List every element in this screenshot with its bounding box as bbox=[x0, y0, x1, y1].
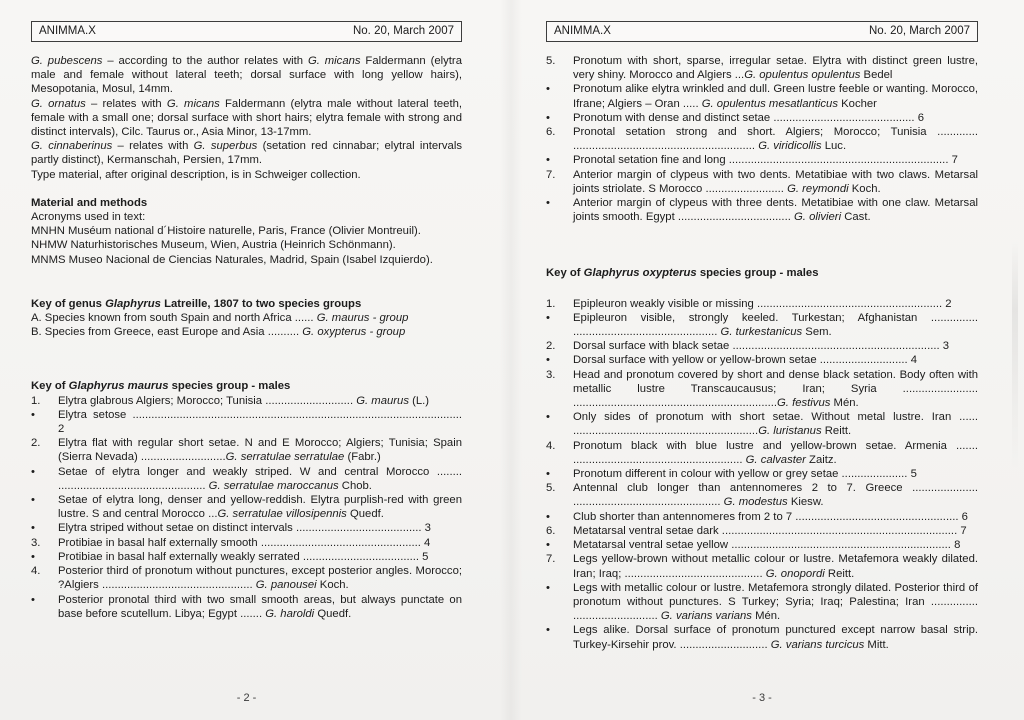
key-item bbox=[31, 564, 462, 592]
key-item bbox=[546, 510, 978, 524]
key-item-text: Club shorter than antennomeres from 2 to 7 .................................................... 6 bbox=[573, 510, 968, 523]
key-item bbox=[31, 394, 462, 408]
key-item-marker: • bbox=[546, 111, 550, 124]
text-segment: G. modestus bbox=[723, 496, 788, 509]
key-item bbox=[546, 410, 978, 438]
text-segment: G. opulentus opulentus bbox=[744, 69, 861, 82]
key-item-text: Pronotum with short, sparse, irregular setae. Elytra with distinct green lustre, very shiny. Morocco and Algiers ...G. opulentus opulentus Bedel bbox=[573, 55, 978, 82]
key-item-marker: 3. bbox=[31, 536, 41, 549]
issue-label: No. 20, March 2007 bbox=[352, 25, 454, 37]
paragraph: B. Species from Greece, east Europe and Asia .......... G. oxypterus - group bbox=[31, 326, 406, 339]
text-segment: G. serratulae villosipennis bbox=[217, 508, 347, 521]
key-item-text: Pronotum with dense and distinct setae ............................................. 6 bbox=[573, 111, 924, 124]
key-item-text: Anterior margin of clypeus with three dents. Metatibiae with one claw. Metarsal joints smooth. Egypt .................................... G. olivieri Cast. bbox=[573, 197, 978, 224]
key-item-text: Dorsal surface with yellow or yellow-brown setae ............................ 4 bbox=[573, 354, 918, 367]
paragraph: Type material, after original description, is in Schweiger collection. bbox=[31, 168, 361, 181]
vertical-gap bbox=[31, 182, 462, 196]
key-item-marker: • bbox=[546, 539, 550, 552]
text-segment: G. panousei bbox=[255, 579, 317, 592]
key-item-marker: • bbox=[546, 354, 550, 367]
text-segment: G. serratulae maroccanus bbox=[208, 479, 339, 492]
text-segment: G. opulentus mesatlanticus bbox=[701, 97, 838, 110]
key-item-marker: 2. bbox=[546, 340, 556, 353]
key-item bbox=[546, 297, 978, 311]
key-item-text: Metatarsal ventral setae yellow ...................................................................... 8 bbox=[573, 539, 961, 552]
key-item bbox=[546, 538, 978, 552]
key-item-text: Elytra striped without setae on distinct intervals ........................................ 3 bbox=[58, 522, 431, 535]
key-item bbox=[546, 54, 978, 82]
paragraph: G. ornatus – relates with G. micans Faldermann (elytra male without lateral teeth, female with a small one; dorsal surface with short hairs; elytra female with strong and distinct intervals), Cilc. Taurus or., Asia Minor, 13-17mm. bbox=[31, 97, 463, 139]
vertical-gap bbox=[31, 339, 462, 379]
key-item-marker: • bbox=[31, 593, 35, 606]
key-item-marker: • bbox=[546, 581, 550, 594]
key-item-marker: • bbox=[546, 197, 550, 210]
key-item-text: Legs alike. Dorsal surface of pronotum punctured except narrow basal strip. Turkey-Kirsehir prov. ............................ G. varians turcicus Mitt. bbox=[573, 624, 978, 651]
key-item bbox=[31, 536, 462, 550]
key-item bbox=[546, 368, 978, 411]
key-item bbox=[546, 311, 978, 339]
key-item-marker: 1. bbox=[31, 394, 41, 407]
key-item-text: Head and pronotum covered by short and dense black setation. Body often with metallic lustre Transcaucausus; Iran; Syria ........................ .................................................................G. festivus Mén. bbox=[573, 368, 978, 410]
key-item bbox=[31, 465, 462, 493]
key-item-marker: • bbox=[31, 494, 35, 507]
key-item-marker: • bbox=[546, 510, 550, 523]
paragraph: A. Species known from south Spain and north Africa ...... G. maurus - group bbox=[31, 312, 409, 325]
text-segment: G. festivus bbox=[777, 397, 831, 410]
text-segment: G. oxypterus - group bbox=[302, 326, 406, 339]
text-segment: G. micans bbox=[166, 97, 220, 110]
text-segment: G. micans bbox=[307, 55, 361, 67]
key-item-text: Epipleuron visible, strongly keeled. Turkestan; Afghanistan ............... .............................................. G. turkestanicus Sem. bbox=[573, 311, 978, 339]
key-item-marker: 4. bbox=[546, 439, 556, 452]
key-item-marker: 6. bbox=[546, 126, 556, 139]
text-segment: G. haroldi bbox=[265, 607, 315, 620]
vertical-gap bbox=[31, 267, 462, 297]
text-segment: Glaphyrus bbox=[105, 297, 161, 310]
key-item bbox=[546, 82, 978, 110]
key-item-marker: 2. bbox=[31, 437, 41, 450]
paragraph: G. pubescens – according to the author relates with G. micans Faldermann (elytra male and female without lateral teeth; dorsal surface with long yellow hairs), Mesopotania, Mosul, 14mm. bbox=[31, 55, 462, 96]
text-segment: Glaphyrus oxypterus bbox=[583, 267, 697, 280]
key-item-text: Epipleuron weakly visible or missing ........................................................... 2 bbox=[573, 297, 952, 310]
issue-label: No. 20, March 2007 bbox=[868, 25, 970, 37]
text-segment: G. calvaster bbox=[745, 453, 806, 466]
key-item-marker: 3. bbox=[546, 368, 556, 381]
key-item-text: Metatarsal ventral setae dark ........................................................................... 7 bbox=[573, 524, 967, 537]
key-item bbox=[546, 581, 978, 624]
key-item bbox=[546, 168, 978, 196]
text-segment: G. luristanus bbox=[758, 425, 822, 438]
text-segment: Glaphyrus maurus bbox=[68, 380, 169, 393]
key-item bbox=[546, 467, 978, 481]
key-item-text: Elytra glabrous Algiers; Morocco; Tunisia ............................ G. maurus (L.) bbox=[58, 394, 430, 407]
key-item-marker: 7. bbox=[546, 553, 556, 566]
key-item bbox=[31, 593, 462, 621]
text-segment: G. superbus bbox=[193, 140, 258, 153]
text-segment: G. pubescens bbox=[31, 55, 103, 67]
paragraph: NHMW Naturhistorisches Museum, Wien, Austria (Heinrich Schönmann). bbox=[31, 239, 396, 252]
journal-title: ANIMMA.X bbox=[39, 25, 96, 37]
key-item bbox=[31, 436, 462, 464]
key-item-marker: 5. bbox=[546, 55, 556, 67]
key-item-text: Pronotal setation strong and short. Algiers; Morocco; Tunisia ............. .......................................................... G. viridicollis Luc. bbox=[573, 126, 978, 153]
page-header bbox=[546, 21, 978, 42]
key-item bbox=[546, 339, 978, 353]
text-segment: G. viridicollis bbox=[758, 140, 822, 153]
text-segment: G. varians turcicus bbox=[770, 638, 865, 651]
section-heading: Key of genus Glaphyrus Latreille, 1807 to two species groups bbox=[31, 297, 362, 310]
key-item-text: Protibiae in basal half externally weakly serrated ..................................... 5 bbox=[58, 550, 429, 563]
text-segment: G. serratulae serratulae bbox=[225, 451, 345, 464]
key-item-text: Legs with metallic colour or lustre. Metafemora strongly dilated. Posterior third of pronotum without punctures. S Turkey; Syria; Iraq; Palestina; Iran ............... ........................... G. varians varians Mén. bbox=[573, 581, 978, 623]
vertical-gap bbox=[546, 224, 978, 266]
section-heading: Material and methods bbox=[31, 196, 148, 209]
section-heading: Key of Glaphyrus oxypterus species group - males bbox=[546, 267, 819, 280]
key-item-marker: • bbox=[546, 411, 550, 424]
key-item-text: Pronotum different in colour with yellow or grey setae ..................... 5 bbox=[573, 468, 917, 481]
key-item-marker: • bbox=[546, 154, 550, 167]
key-item-text: Pronotal setation fine and long ...................................................................... 7 bbox=[573, 154, 958, 167]
key-item bbox=[31, 550, 462, 564]
key-item-marker: • bbox=[546, 311, 550, 324]
paragraph: G. cinnaberinus – relates with G. superbus (setation red cinnabar; elytral intervals partly distinct), Kermanschah, Persien, 17mm. bbox=[31, 140, 462, 167]
key-item-text: Pronotum alike elytra wrinkled and dull. Green lustre feeble or wanting. Morocco, Ifrane; Algiers – Oran ..... G. opulentus mesatlanticus Kocher bbox=[573, 83, 978, 110]
section-heading: Key of Glaphyrus maurus species group - males bbox=[31, 380, 291, 393]
key-item-text: Legs yellow-brown without metallic colour or lustre. Metafemora weakly dilated. Iran; Iraq; ............................................ G. onopordi Reitt. bbox=[573, 553, 978, 580]
page-right bbox=[512, 0, 1024, 720]
key-item-text: Posterior pronotal third with two small smooth areas, but always punctate on base before scutellum. Libya; Egypt ....... G. haroldi Quedf. bbox=[58, 593, 462, 620]
key-item bbox=[546, 353, 978, 367]
key-item-text: Anterior margin of clypeus with two dents. Metatibiae with two claws. Metarsal joints striolate. S Morocco ......................... G. reymondi Koch. bbox=[573, 168, 978, 195]
key-item bbox=[546, 111, 978, 125]
key-item-text: Setae of elytra long, denser and yellow-reddish. Elytra purplish-red with green lustre. S and central Morocco ...G. serratulae villosipennis Quedf. bbox=[58, 494, 462, 521]
vertical-gap bbox=[546, 281, 978, 297]
key-item bbox=[546, 552, 978, 580]
key-item-text: Posterior third of pronotum without punctures, except posterior angles. Morocco; ?Algiers ................................................ G. panousei Koch. bbox=[58, 565, 462, 592]
page-content bbox=[546, 42, 978, 652]
key-item-marker: 4. bbox=[31, 565, 41, 578]
key-item bbox=[546, 439, 978, 467]
text-segment: G. ornatus bbox=[31, 97, 86, 110]
key-item bbox=[31, 493, 462, 521]
key-item-marker: • bbox=[546, 83, 550, 96]
key-item-marker: 1. bbox=[546, 297, 556, 310]
page-header bbox=[31, 21, 462, 42]
key-item bbox=[546, 481, 978, 509]
text-segment: G. olivieri bbox=[794, 211, 842, 224]
key-item-text: Elytra setose ......................................................................................................... 2 bbox=[58, 408, 462, 436]
page-number: - 3 - bbox=[752, 692, 772, 704]
key-item-text: Pronotum black with blue lustre and yellow-brown setae. Armenia ....... ...................................................... G. calvaster Zaitz. bbox=[573, 439, 978, 466]
key-item-marker: • bbox=[31, 522, 35, 535]
key-item-text: Antennal club longer than antennomeres 2 to 7. Greece ..................... ............................................... G. modestus Kiesw. bbox=[573, 482, 978, 509]
paragraph: MNHN Muséum national d´Histoire naturelle, Paris, France (Olivier Montreuil). bbox=[31, 225, 421, 238]
key-item-text: Protibiae in basal half externally smooth ................................................... 4 bbox=[58, 536, 431, 549]
key-item-marker: • bbox=[31, 408, 35, 421]
key-item bbox=[546, 623, 978, 651]
key-item-marker: • bbox=[546, 468, 550, 481]
key-item bbox=[546, 125, 978, 153]
key-item-marker: 5. bbox=[546, 482, 556, 495]
key-item-text: Elytra flat with regular short setae. N and E Morocco; Algiers; Tunisia; Spain (Sierra Nevada) ...........................G. serratulae serratulae (Fabr.) bbox=[58, 437, 462, 464]
page-content bbox=[31, 42, 462, 621]
text-segment: G. varians varians bbox=[660, 610, 752, 623]
key-item bbox=[546, 524, 978, 538]
paragraph: Acronyms used in text: bbox=[31, 211, 146, 224]
text-segment: G. maurus - group bbox=[316, 312, 409, 325]
key-item-text: Dorsal surface with black setae .................................................................. 3 bbox=[573, 340, 950, 353]
key-item bbox=[31, 521, 462, 535]
key-item-marker: • bbox=[546, 624, 550, 637]
key-item-marker: • bbox=[31, 465, 35, 478]
key-item-marker: 6. bbox=[546, 524, 556, 537]
journal-title: ANIMMA.X bbox=[554, 25, 611, 37]
key-item-marker: • bbox=[31, 550, 35, 563]
key-item bbox=[31, 408, 462, 436]
text-segment: G. turkestanicus bbox=[720, 326, 803, 339]
page-number: - 2 - bbox=[236, 692, 257, 704]
text-segment: G. reymondi bbox=[787, 182, 849, 195]
text-segment: G. onopordi bbox=[765, 567, 825, 580]
key-item-marker: 7. bbox=[546, 168, 556, 181]
key-item-text: Setae of elytra longer and weakly striped. W and central Morocco ........ ............................................... G. serratulae maroccanus Chob. bbox=[58, 465, 462, 492]
text-segment: G. maurus bbox=[356, 394, 409, 407]
key-item bbox=[546, 153, 978, 167]
key-item bbox=[546, 196, 978, 224]
key-item-text: Only sides of pronotum with short setae. Without metal lustre. Iran ...... ...........................................................G. luristanus Reitt. bbox=[573, 411, 978, 438]
text-segment: G. cinnaberinus bbox=[31, 140, 113, 153]
paragraph: MNMS Museo Nacional de Ciencias Naturales, Madrid, Spain (Isabel Izquierdo). bbox=[31, 253, 433, 266]
